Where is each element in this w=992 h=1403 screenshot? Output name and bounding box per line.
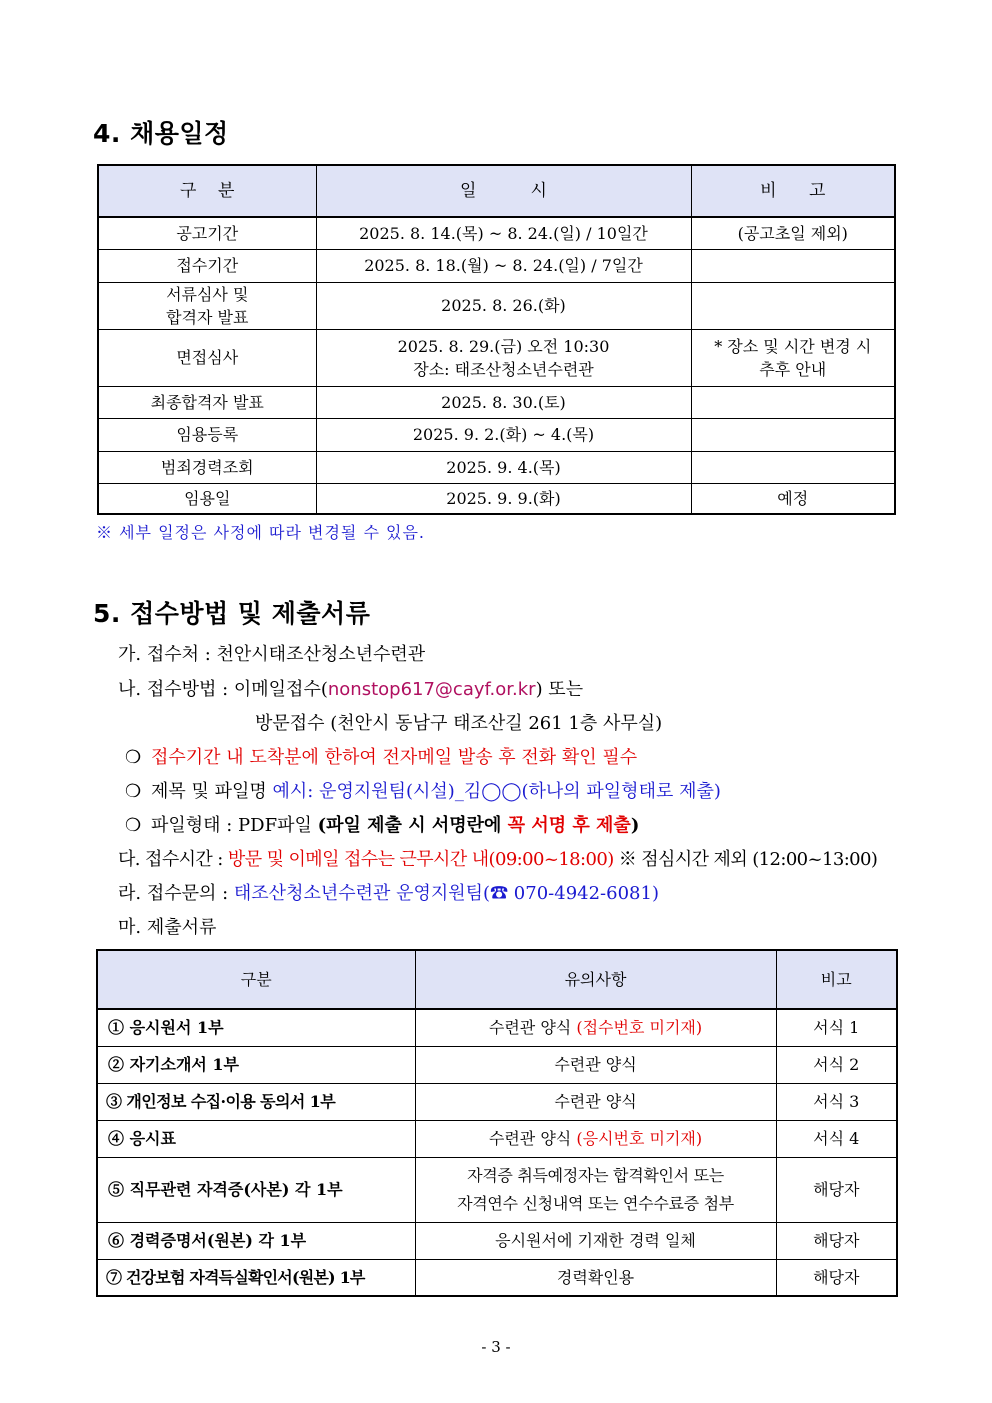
schedule-note: 예정 (691, 483, 895, 514)
section-4-title: 4. 채용일정 (93, 119, 229, 148)
table-row (98, 217, 895, 249)
receipt-time-line (118, 845, 877, 871)
table-row (97, 1046, 897, 1083)
document-desc-red: (응시번호 미기재) (576, 1129, 703, 1148)
table-row (97, 1157, 897, 1222)
schedule-note (691, 418, 895, 451)
document-label: ① 응시원서 1부 (97, 1009, 415, 1046)
section-5-title: 5. 접수방법 및 제출서류 (93, 599, 371, 628)
schedule-date: 2025. 9. 2.(화) ~ 4.(목) (316, 418, 691, 451)
circle-bullet-icon: ❍ (125, 747, 142, 768)
schedule-header-note: 비 고 (691, 165, 895, 217)
inquiry-line (118, 879, 659, 905)
schedule-note (691, 282, 895, 329)
schedule-label: 면접심사 (98, 329, 316, 386)
document-desc-text: 수련관 양식 (488, 1018, 577, 1038)
document-note: 해당자 (776, 1157, 897, 1222)
bullet-receipt-deadline (125, 743, 637, 769)
email-link[interactable]: nonstop617@cayf.or.kr (327, 679, 536, 700)
schedule-footnote: ※ 세부 일정은 사정에 따라 변경될 수 있음. (96, 523, 425, 542)
document-note: 서식 4 (776, 1120, 897, 1157)
table-row (97, 1120, 897, 1157)
document-desc (415, 1120, 776, 1157)
inquiry-label: 라. 접수문의 : (118, 883, 234, 904)
signature-note-open: (파일 제출 시 서명란에 (317, 815, 508, 836)
document-desc: 수련관 양식 (415, 1046, 776, 1083)
document-note: 해당자 (776, 1259, 897, 1296)
document-label: ② 자기소개서 1부 (97, 1046, 415, 1083)
document-desc: 수련관 양식 (415, 1083, 776, 1120)
visit-receipt-line: 방문접수 (천안시 동남구 태조산길 261 1층 사무실) (255, 713, 663, 734)
documents-heading: 마. 제출서류 (118, 917, 217, 938)
documents-header-remark: 비고 (776, 950, 897, 1009)
document-label: ⑥ 경력증명서(원본) 각 1부 (97, 1222, 415, 1259)
circle-bullet-icon: ❍ (125, 815, 142, 836)
schedule-note: (공고초일 제외) (691, 217, 895, 249)
document-note: 서식 1 (776, 1009, 897, 1046)
bullet-text: 파일형태 : PDF파일 (151, 815, 318, 836)
schedule-date: 2025. 8. 14.(목) ~ 8. 24.(일) / 10일간 (316, 217, 691, 249)
documents-header-notes: 유의사항 (415, 950, 776, 1009)
table-row (97, 1259, 897, 1296)
file-name-example: 예시: 운영지원팀(시설)_김◯◯(하나의 파일형태로 제출) (272, 781, 721, 802)
table-row (98, 386, 895, 418)
receipt-location-line (118, 640, 425, 666)
table-row (98, 483, 895, 514)
schedule-header-row (98, 165, 895, 217)
signature-note-emphasis: 꼭 서명 후 제출 (507, 815, 631, 836)
inquiry-contact: 태조산청소년수련관 운영지원팀(☎ 070-4942-6081) (233, 883, 659, 904)
schedule-note: * 장소 및 시간 변경 시 추후 안내 (691, 329, 895, 386)
schedule-label: 서류심사 및 합격자 발표 (98, 282, 316, 329)
schedule-date: 2025. 8. 26.(화) (316, 282, 691, 329)
schedule-label: 접수기간 (98, 249, 316, 282)
document-label: ⑦ 건강보험 자격득실확인서(원본) 1부 (97, 1259, 415, 1296)
schedule-header-category: 구 분 (98, 165, 316, 217)
schedule-label: 임용일 (98, 483, 316, 514)
document-note: 서식 3 (776, 1083, 897, 1120)
schedule-header-date: 일 시 (316, 165, 691, 217)
bullet-file-name (125, 777, 721, 803)
receipt-time-value: 방문 및 이메일 접수는 근무시간 내(09:00~18:00) (227, 849, 614, 870)
schedule-label: 최종합격자 발표 (98, 386, 316, 418)
schedule-note (691, 451, 895, 483)
document-desc (415, 1009, 776, 1046)
document-label: ⑤ 직무관련 자격증(사본) 각 1부 (97, 1157, 415, 1222)
schedule-label: 임용등록 (98, 418, 316, 451)
document-label: ④ 응시표 (97, 1120, 415, 1157)
table-row (97, 1222, 897, 1259)
schedule-label: 범죄경력조회 (98, 451, 316, 483)
receipt-time-label: 다. 접수시간 : (118, 849, 228, 870)
schedule-date: 2025. 8. 30.(토) (316, 386, 691, 418)
table-row (97, 1009, 897, 1046)
table-row (98, 451, 895, 483)
schedule-date: 2025. 8. 29.(금) 오전 10:30 장소: 태조산청소년수련관 (316, 329, 691, 386)
table-row (98, 329, 895, 386)
table-row (97, 1083, 897, 1120)
documents-table (96, 949, 898, 1297)
bullet-file-format (125, 811, 639, 837)
lunch-exclusion: ※ 점심시간 제외 (12:00~13:00) (613, 849, 878, 870)
circle-bullet-icon: ❍ (125, 781, 142, 802)
page-number: - 3 - (481, 1338, 511, 1356)
table-row (98, 418, 895, 451)
document-note: 서식 2 (776, 1046, 897, 1083)
document-note: 해당자 (776, 1222, 897, 1259)
bullet-text: 제목 및 파일명 (151, 781, 273, 802)
table-row (98, 249, 895, 282)
signature-note-close: ) (630, 815, 640, 836)
document-desc-red: (접수번호 미기재) (576, 1018, 703, 1038)
schedule-label: 공고기간 (98, 217, 316, 249)
schedule-date: 2025. 9. 9.(화) (316, 483, 691, 514)
documents-header-category: 구분 (97, 950, 415, 1009)
receipt-method-suffix: ) 또는 (535, 679, 584, 700)
document-desc: 자격증 취득예정자는 합격확인서 또는 자격연수 신청내역 또는 연수수료증 첨부 (415, 1157, 776, 1222)
documents-header-row (97, 950, 897, 1009)
receipt-location-label: 가. 접수처 : (118, 644, 217, 665)
schedule-date: 2025. 8. 18.(월) ~ 8. 24.(일) / 7일간 (316, 249, 691, 282)
receipt-method-label: 나. 접수방법 : 이메일접수( (118, 679, 328, 700)
receipt-method-line (118, 675, 583, 701)
document-desc-text: 수련관 양식 (488, 1129, 577, 1148)
document-desc: 응시원서에 기재한 경력 일체 (415, 1222, 776, 1259)
document-label: ③ 개인정보 수집·이용 동의서 1부 (97, 1083, 415, 1120)
schedule-note (691, 249, 895, 282)
bullet-text: 접수기간 내 도착분에 한하여 전자메일 발송 후 전화 확인 필수 (151, 747, 638, 768)
document-desc: 경력확인용 (415, 1259, 776, 1296)
schedule-date: 2025. 9. 4.(목) (316, 451, 691, 483)
schedule-table (97, 164, 896, 515)
table-row (98, 282, 895, 329)
receipt-location-value: 천안시태조산청소년수련관 (216, 644, 426, 665)
schedule-note (691, 386, 895, 418)
